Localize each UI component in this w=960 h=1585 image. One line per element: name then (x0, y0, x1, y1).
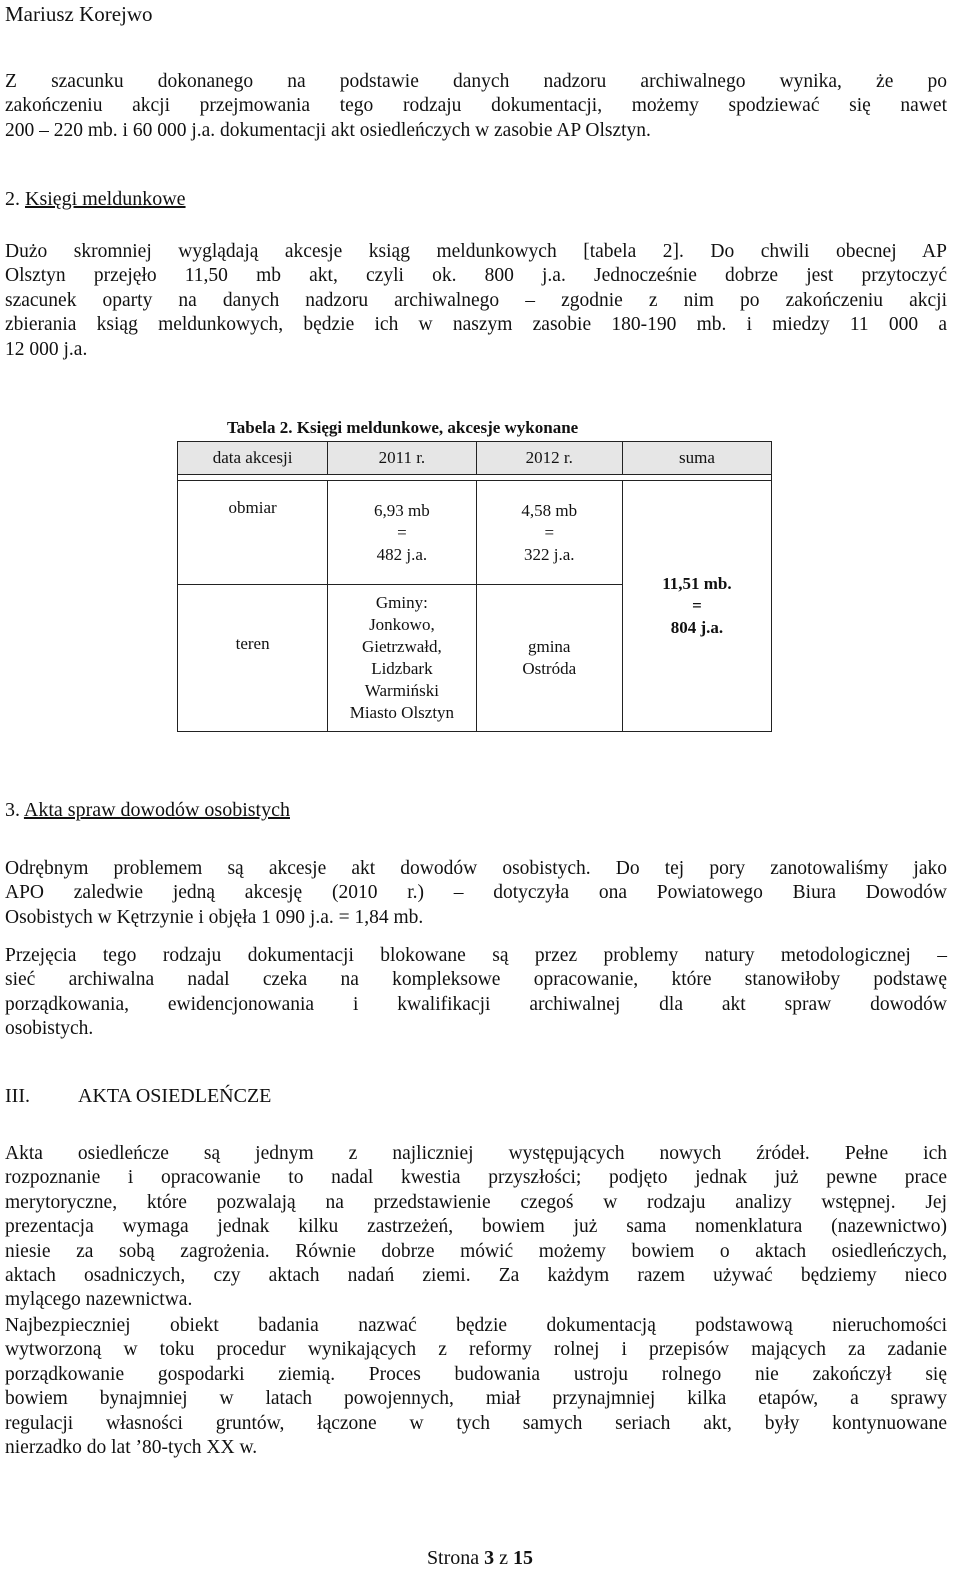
footer-prefix: Strona (426, 1547, 480, 1569)
cell-line: Warmiński (364, 681, 439, 700)
cell-line: = (397, 522, 407, 542)
cell-line: Gietrzwałd, (362, 637, 442, 656)
cell-line: Ostróda (522, 659, 577, 678)
text-line: bowiem bynajmniej w latach powojennych, miał przynajmniej kilka etapów, a sprawy (5, 1388, 947, 1410)
chapterIII-paragraph-1 (5, 1142, 947, 1313)
table-row (178, 481, 772, 585)
section3-paragraph-2 (5, 944, 947, 1042)
section-title: Księgi meldunkowe (25, 188, 186, 210)
accessions-table (177, 441, 772, 732)
text-line: APO zaledwie jedną akcesję (2010 r.) – dotyczyła ona Powiatowego Biura Dowodów (5, 882, 947, 904)
text-line: Najbezpieczniej obiekt badania nazwać będzie dokumentacją podstawową nieruchomości (5, 1315, 947, 1336)
section-title: Akta spraw dowodów osobistych (23, 799, 290, 821)
section2-paragraph (5, 240, 947, 362)
cell-line: 482 j.a. (376, 544, 428, 564)
header-cell: 2012 r. (476, 442, 622, 475)
cell-teren-2011 (328, 585, 476, 732)
cell-suma (622, 481, 771, 732)
cell-line: Lidzbark (371, 659, 433, 678)
author-header: Mariusz Korejwo (5, 2, 153, 26)
text-line: Przejęcia tego rodzaju dokumentacji blokowane są przez problemy natury metodologicznej – (5, 945, 947, 966)
text-line: regulacji własności gruntów, łączone w tych samych seriach akt, były kontynuowane (5, 1412, 947, 1434)
page-total: 15 (513, 1547, 534, 1569)
header-cell: data akcesji (178, 442, 328, 475)
cell-line: = (544, 522, 555, 542)
cell-line: 11,51 mb. (662, 574, 732, 593)
section3-paragraph-1 (5, 857, 947, 930)
text-line: szacunek oparty na danych nadzoru archiwalnego – zgodnie z nim po zakończeniu akcji (5, 289, 947, 311)
cell-obmiar-2011 (328, 481, 476, 585)
cell-line: 4,58 mb (521, 500, 578, 520)
section-heading-3 (5, 797, 290, 823)
section-heading-2 (5, 186, 186, 212)
text-line: nierzadko do lat ’80-tych XX w. (5, 1437, 258, 1459)
footer-sep: z (499, 1547, 509, 1569)
text-line: merytoryczne, które pozwalają na przedstawienie czegoś w rodzaju analizy wstępnej. Jej (5, 1191, 947, 1213)
text-line: mylącego nazewnictwa. (5, 1289, 193, 1311)
text-line: 200 – 220 mb. i 60 000 j.a. dokumentacji akt osiedleńczych w zasobie AP Olsztyn. (5, 119, 651, 141)
cell-line: 322 j.a. (523, 544, 575, 564)
text-line: porządkowania, ewidencjonowania i kwalifikacji archiwalnej dla akt spraw dowodów (5, 993, 947, 1015)
text-line: aktach osadniczych, czy aktach nadań ziemi. Za każdym razem używać będziemy nieco (5, 1265, 947, 1287)
text-line: Olsztyn przejęło 11,50 mb akt, czyli ok. 800 j.a. Jednocześnie dobrze jest przytoczyć (5, 265, 947, 287)
cell-line: Miasto Olsztyn (349, 703, 455, 722)
text-line: zbierania ksiąg meldunkowych, będzie ich w naszym zasobie 180-190 mb. i miedzy 11 000 a (5, 314, 947, 336)
text-line: zakończeniu akcji przejmowania tego rodzaju dokumentacji, możemy spodziewać się nawet (5, 95, 947, 117)
text-line: Dużo skromniej wyglądają akcesje ksiąg meldunkowych [tabela 2]. Do chwili obecnej AP (5, 241, 947, 262)
section-number: 2. (5, 188, 20, 210)
chapter-title: AKTA OSIEDLEŃCZE (78, 1085, 272, 1107)
text-line: porządkowanie gospodarki ziemią. Proces budowania ustroju rolnego nie zakończył się (5, 1363, 947, 1385)
row-label-teren: teren (178, 585, 328, 732)
row-label-obmiar: obmiar (178, 481, 328, 585)
text-line: rozpoznanie i opracowanie to nadal kwestia przyszłości; podjęto jednak już pewne prace (5, 1167, 947, 1189)
text-line: Odrębnym problemem są akcesje akt dowodów osobistych. Do tej pory zanotowaliśmy jako (5, 858, 947, 879)
text-line: prezentacja wymaga jednak kilku zastrzeżeń, bowiem już sama nomenklatura (nazewnictwo) (5, 1216, 947, 1238)
text-line: 12 000 j.a. (5, 338, 88, 360)
cell-line: = (692, 596, 702, 615)
page-number: 3 (484, 1547, 495, 1569)
intro-paragraph (5, 70, 947, 143)
cell-line: Jonkowo, (369, 615, 435, 634)
chapter-number: III. (5, 1085, 30, 1107)
cell-teren-2012 (476, 585, 622, 732)
text-line: sieć archiwalna nadal czeka na kompleksowe opracowanie, które stanowiłoby podstawę (5, 969, 947, 991)
text-line: niesie za sobą zagrożenia. Równie dobrze mówić możemy bowiem o aktach osiedleńczych, (5, 1240, 947, 1262)
page-footer (0, 1545, 960, 1571)
text-line: Osobistych w Kętrzynie i objęła 1 090 j.a. = 1,84 mb. (5, 906, 424, 928)
cell-obmiar-2012 (476, 481, 622, 585)
text-line: Z szacunku dokonanego na podstawie danych nadzoru archiwalnego wynika, że po (5, 71, 947, 92)
cell-line: 6,93 mb (374, 500, 430, 520)
table-caption: Tabela 2. Księgi meldunkowe, akcesje wykonane (227, 418, 579, 437)
table-header-row (178, 442, 772, 475)
header-cell: 2011 r. (328, 442, 476, 475)
text-line: wytworzoną w toku procedur wynikających z reformy rolnej i przepisów mających za zadanie (5, 1339, 947, 1361)
cell-line: Gminy: (375, 593, 428, 612)
text-line: Akta osiedleńcze są jednym z najliczniej występujących nowych źródeł. Pełne ich (5, 1143, 947, 1164)
header-cell: suma (622, 442, 771, 475)
section-number: 3. (5, 799, 20, 821)
text-line: osobistych. (5, 1018, 94, 1040)
chapterIII-paragraph-2 (5, 1314, 947, 1460)
cell-line: 804 j.a. (670, 618, 724, 637)
cell-line: gmina (527, 637, 571, 656)
